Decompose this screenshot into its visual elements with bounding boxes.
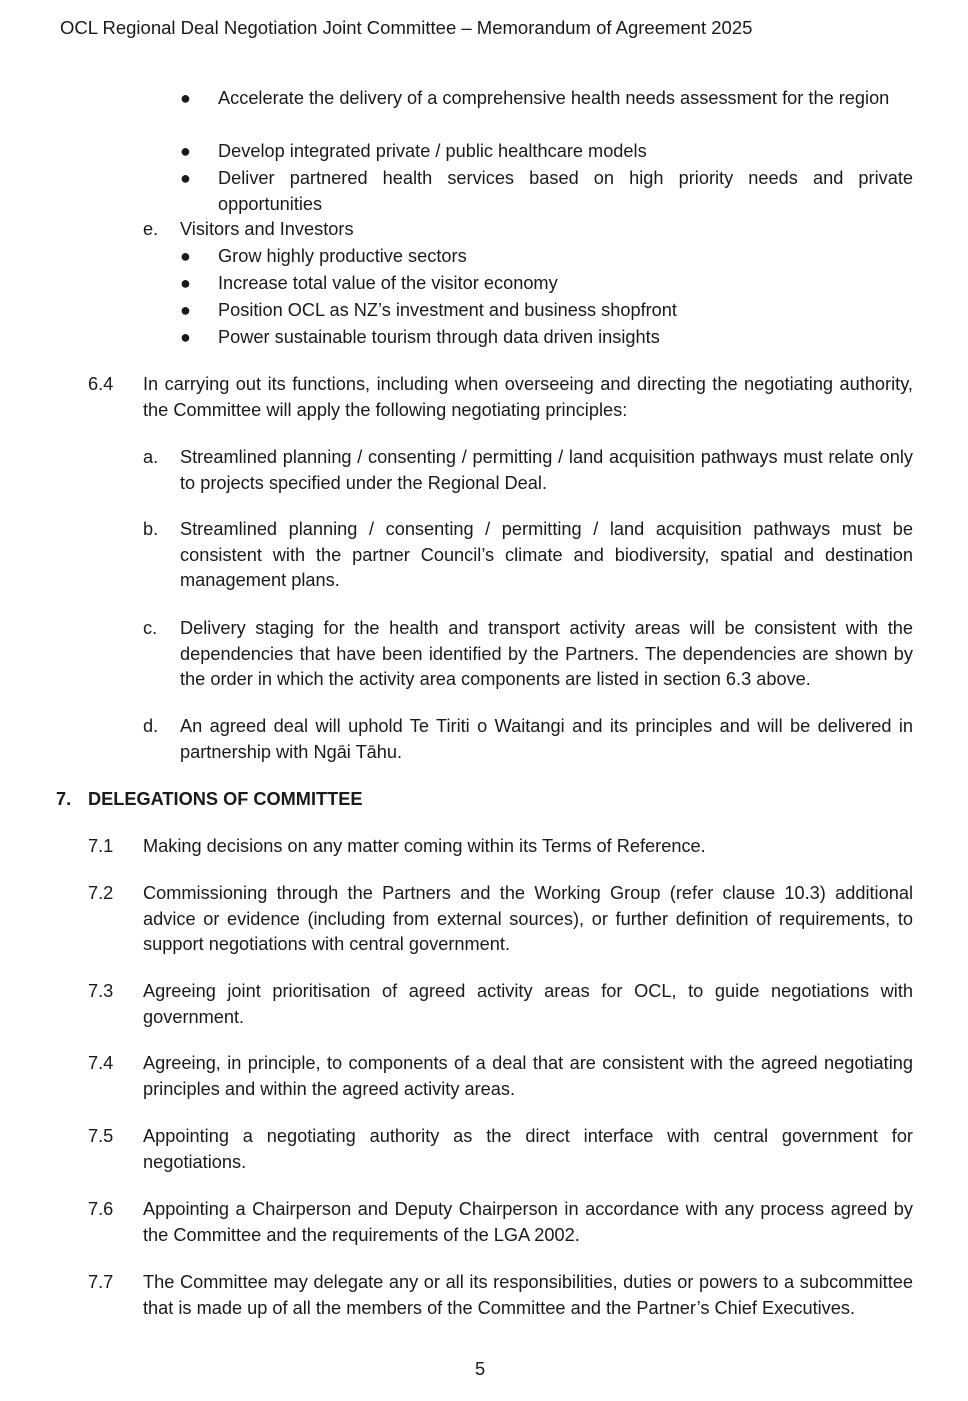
item-label: a. (143, 447, 159, 467)
document-header: OCL Regional Deal Negotiation Joint Committee – Memorandum of Agreement 2025 (60, 17, 753, 38)
item-label: d. (143, 716, 159, 736)
item-label: c. (143, 618, 158, 638)
clause-text: In carrying out its functions, including when overseeing and directing the negotiating authority, the Committee will apply the following negotiating principles: (143, 374, 913, 420)
section-title: DELEGATIONS OF COMMITTEE (88, 789, 363, 809)
bullet-text: Power sustainable tourism through data driven insights (218, 327, 660, 347)
item-label: e. (143, 219, 159, 239)
list-item (180, 139, 913, 165)
item-text: An agreed deal will uphold Te Tiriti o Waitangi and its principles and will be delivered in partnership with Ngāi Tāhu. (180, 716, 913, 762)
clause-text: The Committee may delegate any or all its responsibilities, duties or powers to a subcommittee that is made up of all the members of the Committee and the Partner’s Chief Executives. (143, 1272, 913, 1318)
bullet-text: Position OCL as NZ’s investment and business shopfront (218, 300, 677, 320)
item-text: Delivery staging for the health and transport activity areas will be consistent with the dependencies that have been identified by the Partners. The dependencies are shown by the order in which the activity area components are listed in section 6.3 above. (180, 618, 913, 689)
bullet-icon: ● (180, 246, 191, 266)
list-item (180, 325, 913, 351)
list-item (180, 298, 913, 324)
bullet-text: Develop integrated private / public healthcare models (218, 141, 647, 161)
bullet-icon: ● (180, 327, 191, 347)
item-text: Streamlined planning / consenting / permitting / land acquisition pathways must be consistent with the partner Council’s climate and biodiversity, spatial and destination management plans. (180, 519, 913, 590)
bullet-icon: ● (180, 88, 191, 108)
clause-number: 7.4 (88, 1053, 114, 1073)
clause-number: 7.5 (88, 1126, 114, 1146)
clause-number: 7.6 (88, 1199, 114, 1219)
clause-number: 7.1 (88, 836, 114, 856)
item-label: b. (143, 519, 159, 539)
clause-text: Appointing a Chairperson and Deputy Chairperson in accordance with any process agreed by the Committee and the requirements of the LGA 2002. (143, 1199, 913, 1245)
list-item (180, 86, 913, 112)
page-number: 5 (474, 1359, 486, 1379)
clause-number: 7.3 (88, 981, 114, 1001)
bullet-icon: ● (180, 300, 191, 320)
clause-text: Making decisions on any matter coming within its Terms of Reference. (143, 836, 706, 856)
list-item (180, 244, 913, 270)
clause-text: Agreeing, in principle, to components of a deal that are consistent with the agreed negotiating principles and within the agreed activity areas. (143, 1053, 913, 1099)
bullet-text: Accelerate the delivery of a comprehensive health needs assessment for the region (218, 88, 890, 108)
clause-number: 6.4 (88, 374, 114, 394)
bullet-text: Deliver partnered health services based on high priority needs and private opportunities (218, 168, 913, 214)
clause-text: Commissioning through the Partners and the Working Group (refer clause 10.3) additional advice or evidence (including from external sources), or further definition of requirements, to support negotiations with central government. (143, 883, 913, 954)
bullet-icon: ● (180, 273, 191, 293)
clause-number: 7.7 (88, 1272, 114, 1292)
bullet-text: Increase total value of the visitor economy (218, 273, 558, 293)
item-text: Streamlined planning / consenting / permitting / land acquisition pathways must relate only to projects specified under the Regional Deal. (180, 447, 913, 493)
section-number: 7. (56, 789, 72, 809)
section-heading (56, 787, 363, 813)
clause-number: 7.2 (88, 883, 114, 903)
bullet-icon: ● (180, 168, 191, 188)
list-item (180, 271, 913, 297)
list-item (180, 166, 913, 217)
bullet-text: Grow highly productive sectors (218, 246, 467, 266)
bullet-icon: ● (180, 141, 191, 161)
clause-text: Appointing a negotiating authority as the direct interface with central government for negotiations. (143, 1126, 913, 1172)
clause-text: Agreeing joint prioritisation of agreed activity areas for OCL, to guide negotiations with government. (143, 981, 913, 1027)
item-title: Visitors and Investors (180, 219, 354, 239)
